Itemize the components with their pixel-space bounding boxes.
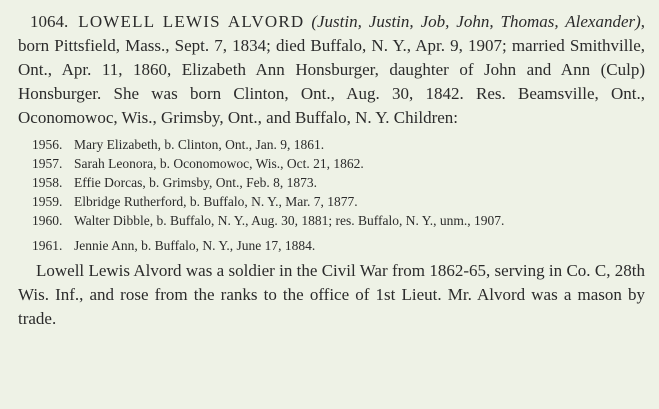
child-details: Mary Elizabeth, b. Clinton, Ont., Jan. 9, 1861. xyxy=(74,137,325,152)
lineage: (Justin, Justin, Job, John, Thomas, Alexander) xyxy=(311,12,641,31)
child-item xyxy=(18,192,645,211)
child-number: 1961. xyxy=(32,238,63,253)
entry-paragraph xyxy=(18,10,645,130)
biography-note: Lowell Lewis Alvord was a soldier in the Civil War from 1862-65, serving in Co. C, 28th Wis. Inf., and rose from the ranks to the office of 1st Lieut. Mr. Alvord was a mason by trade. xyxy=(18,261,645,328)
child-item xyxy=(18,135,645,154)
children-list xyxy=(18,135,645,255)
entry-body: , born Pittsfield, Mass., Sept. 7, 1834; died Buffalo, N. Y., Apr. 9, 1907; married Smithville, Ont., Apr. 11, 1860, Elizabeth Ann Honsburger, daughter of John and Ann (Culp) Honsburger. She was born Clinton, Ont., Aug. 30, 1842. Res. Beamsville, Ont., Oconomowoc, Wis., Grimsby, Ont., and Buffalo, N. Y. Children: xyxy=(18,12,646,127)
child-item xyxy=(18,173,645,192)
child-number: 1960. xyxy=(32,213,63,228)
child-details: Effie Dorcas, b. Grimsby, Ont., Feb. 8, 1873. xyxy=(74,175,317,190)
child-item xyxy=(18,154,645,173)
child-details: Sarah Leonora, b. Oconomowoc, Wis., Oct. 21, 1862. xyxy=(74,156,364,171)
entry-number: 1064. xyxy=(30,12,69,31)
child-number: 1959. xyxy=(32,194,63,209)
child-details: Elbridge Rutherford, b. Buffalo, N. Y., Mar. 7, 1877. xyxy=(74,194,358,209)
child-details: Walter Dibble, b. Buffalo, N. Y., Aug. 30, 1881; res. Buffalo, N. Y., unm., 1907. xyxy=(74,213,505,228)
person-name: LOWELL LEWIS ALVORD xyxy=(78,12,305,31)
child-number: 1956. xyxy=(32,137,63,152)
child-item xyxy=(18,211,645,230)
child-number: 1957. xyxy=(32,156,63,171)
child-item xyxy=(18,236,645,255)
child-number: 1958. xyxy=(32,175,63,190)
child-details: Jennie Ann, b. Buffalo, N. Y., June 17, 1884. xyxy=(74,238,316,253)
